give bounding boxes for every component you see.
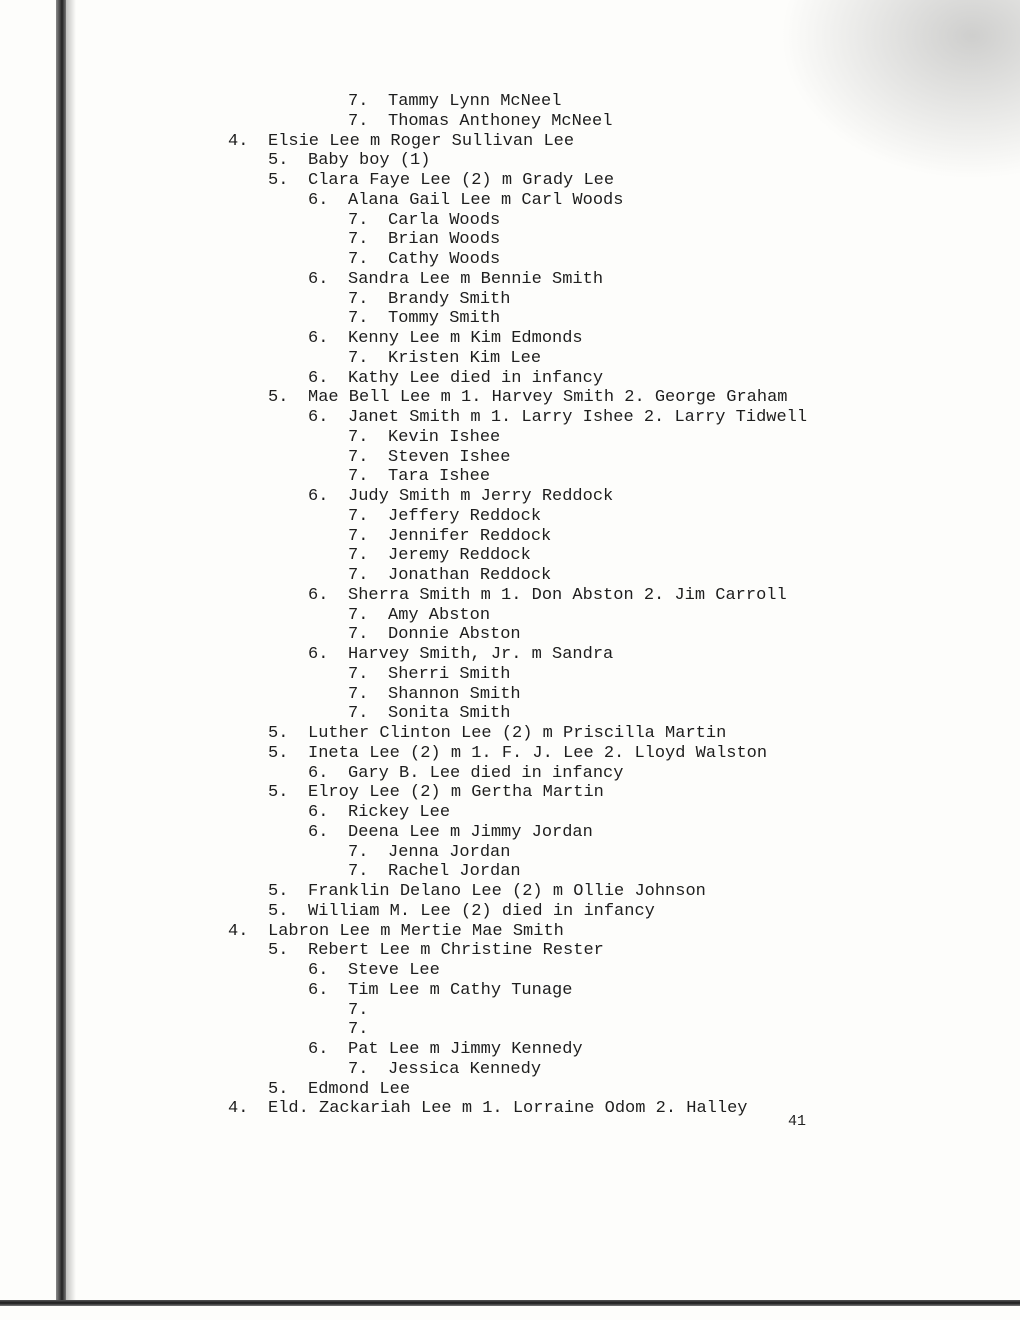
- generation-number: 7.: [348, 625, 369, 645]
- person-name: Carla Woods: [388, 210, 501, 230]
- person-name: Deena Lee m Jimmy Jordan: [348, 822, 593, 842]
- person-name: Jessica Kennedy: [388, 1059, 542, 1079]
- generation-number: 6.: [308, 329, 329, 348]
- person-name: Harvey Smith, Jr. m Sandra: [348, 645, 614, 664]
- person-name: Kristen Kim Lee: [388, 348, 542, 368]
- generation-number: 7.: [348, 684, 369, 704]
- generation-number: 6.: [308, 368, 329, 388]
- person-name: Tara Ishee: [388, 467, 491, 487]
- page-number: 41: [788, 1113, 807, 1130]
- person-name: Labron Lee m Mertie Mae Smith: [268, 921, 564, 941]
- generation-number: 7.: [348, 467, 369, 487]
- person-name: Tim Lee m Cathy Tunage: [348, 980, 573, 1000]
- generation-number: 7.: [348, 230, 369, 250]
- generation-number: 5.: [268, 743, 289, 763]
- person-name: Pat Lee m Jimmy Kennedy: [348, 1040, 583, 1059]
- person-name: Sonita Smith: [388, 704, 511, 724]
- person-name: Thomas Anthoney McNeel: [388, 111, 613, 131]
- person-name: Cathy Woods: [388, 250, 501, 269]
- generation-number: 7.: [348, 111, 369, 131]
- person-name: Rebert Lee m Christine Rester: [308, 941, 604, 961]
- generation-number: 6.: [308, 1040, 329, 1059]
- person-name: Edmond Lee: [308, 1079, 411, 1099]
- person-name: Kathy Lee died in infancy: [348, 368, 604, 388]
- person-name: Rickey Lee: [348, 803, 451, 822]
- person-name: Sherra Smith m 1. Don Abston 2. Jim Carroll: [348, 585, 787, 605]
- person-name: Kenny Lee m Kim Edmonds: [348, 329, 583, 348]
- person-name: Donnie Abston: [388, 625, 521, 645]
- person-name: Steven Ishee: [388, 447, 511, 467]
- generation-number: 7.: [348, 664, 369, 684]
- generation-number: 5.: [268, 941, 289, 961]
- person-name: Jenna Jordan: [388, 842, 511, 862]
- person-name: Eld. Zackariah Lee m 1. Lorraine Odom 2. Halley: [268, 1099, 748, 1119]
- generation-number: 6.: [308, 961, 329, 980]
- generation-number: 5.: [268, 724, 289, 743]
- person-name: Elroy Lee (2) m Gertha Martin: [308, 783, 604, 803]
- generation-number: 7.: [348, 309, 369, 329]
- generation-number: 6.: [308, 980, 329, 1000]
- generation-number: 6.: [308, 803, 329, 822]
- generation-number: 5.: [268, 151, 289, 171]
- generation-number: 6.: [308, 763, 329, 783]
- person-name: Ineta Lee (2) m 1. F. J. Lee 2. Lloyd Walston: [308, 743, 768, 763]
- generation-number: 7.: [348, 348, 369, 368]
- generation-number: 7.: [348, 92, 369, 111]
- person-name: Tammy Lynn McNeel: [388, 92, 562, 111]
- generation-number: 7.: [348, 842, 369, 862]
- person-name: Elsie Lee m Roger Sullivan Lee: [268, 131, 575, 151]
- generation-number: 7.: [348, 447, 369, 467]
- generation-number: 7.: [348, 546, 369, 566]
- person-name: Jeffery Reddock: [388, 506, 542, 526]
- generation-number: 6.: [308, 585, 329, 605]
- generation-number: 6.: [308, 822, 329, 842]
- generation-number: 7.: [348, 250, 369, 269]
- generation-number: 4.: [228, 131, 249, 151]
- generation-number: 5.: [268, 388, 289, 408]
- person-name: Brandy Smith: [388, 289, 511, 309]
- generation-number: 7.: [348, 704, 369, 724]
- person-name: William M. Lee (2) died in infancy: [308, 901, 655, 921]
- generation-number: 5.: [268, 783, 289, 803]
- generation-number: 6.: [308, 269, 329, 289]
- generation-number: 7.: [348, 1059, 369, 1079]
- generation-number: 6.: [308, 487, 329, 506]
- generation-number: 7.: [348, 605, 369, 625]
- generation-number: 7.: [348, 427, 369, 447]
- person-name: Sherri Smith: [388, 664, 511, 684]
- person-name: Gary B. Lee died in infancy: [348, 763, 624, 783]
- generation-number: 7.: [348, 526, 369, 546]
- person-name: Rachel Jordan: [388, 862, 521, 882]
- person-name: Kevin Ishee: [388, 427, 501, 447]
- person-name: Franklin Delano Lee (2) m Ollie Johnson: [308, 882, 706, 901]
- generation-number: 7.: [348, 506, 369, 526]
- person-name: Clara Faye Lee (2) m Grady Lee: [308, 171, 615, 190]
- person-name: Luther Clinton Lee (2) m Priscilla Martin: [308, 724, 727, 743]
- generation-number: 6.: [308, 190, 329, 210]
- person-name: Sandra Lee m Bennie Smith: [348, 269, 604, 289]
- generation-number: 7.: [348, 210, 369, 230]
- generation-number: 4.: [228, 1099, 249, 1119]
- person-name: Shannon Smith: [388, 684, 521, 704]
- generation-number: 4.: [228, 921, 249, 941]
- person-name: Judy Smith m Jerry Reddock: [348, 487, 614, 506]
- person-name: Jeremy Reddock: [388, 546, 531, 566]
- person-name: Baby boy (1): [308, 151, 431, 171]
- person-name: Janet Smith m 1. Larry Ishee 2. Larry Tidwell: [348, 408, 808, 427]
- person-name: Mae Bell Lee m 1. Harvey Smith 2. George Graham: [308, 388, 788, 408]
- person-name: Tommy Smith: [388, 309, 501, 329]
- generation-number: 6.: [308, 408, 329, 427]
- generation-number: 7.: [348, 862, 369, 882]
- generation-number: 5.: [268, 882, 289, 901]
- person-name: Steve Lee: [348, 961, 440, 980]
- person-name: Jennifer Reddock: [388, 526, 552, 546]
- person-name: Alana Gail Lee m Carl Woods: [348, 190, 624, 210]
- person-name: Jonathan Reddock: [388, 566, 552, 585]
- generation-number: 7.: [348, 1020, 369, 1040]
- generation-number: 5.: [268, 171, 289, 190]
- generation-number: 7.: [348, 289, 369, 309]
- person-name: Brian Woods: [388, 230, 501, 250]
- person-name: Amy Abston: [388, 605, 491, 625]
- generation-number: 6.: [308, 645, 329, 664]
- generation-number: 5.: [268, 901, 289, 921]
- generation-number: 7.: [348, 1000, 369, 1020]
- generation-number: 7.: [348, 566, 369, 585]
- generation-number: 5.: [268, 1079, 289, 1099]
